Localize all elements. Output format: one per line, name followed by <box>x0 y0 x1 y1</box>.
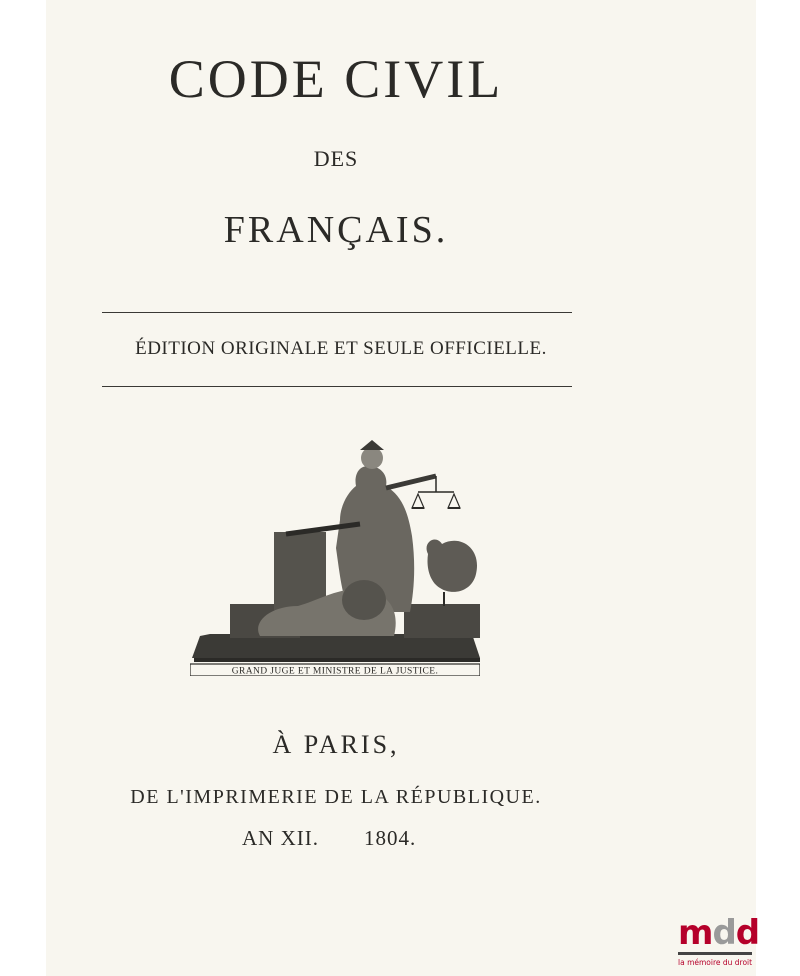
edition-statement: ÉDITION ORIGINALE ET SEULE OFFICIELLE. <box>135 338 547 359</box>
justice-engraving-icon <box>190 436 480 676</box>
logo-letter-d: d <box>735 913 760 953</box>
logo-letter-m: m <box>678 913 713 953</box>
vignette-caption: GRAND JUGE ET MINISTRE DE LA JUSTICE. <box>231 666 439 676</box>
title-connector: DES <box>313 146 359 171</box>
logo-letter-d-gray: d <box>712 913 736 953</box>
justice-vignette <box>190 436 480 676</box>
revolutionary-year: AN XII. <box>242 826 319 850</box>
logo-tagline: la mémoire du droit <box>678 958 753 967</box>
bottom-rule <box>102 386 572 387</box>
imprint-printer: DE L'IMPRIMERIE DE LA RÉPUBLIQUE. <box>130 786 542 808</box>
title-page <box>46 0 756 976</box>
top-rule <box>102 312 572 313</box>
book-title-second-line: FRANÇAIS. <box>223 209 449 251</box>
publisher-logo <box>678 913 760 972</box>
mdd-logo-icon <box>678 913 760 953</box>
book-title: CODE CIVIL <box>168 49 504 109</box>
imprint-city: À PARIS, <box>272 730 400 759</box>
gregorian-year: 1804. <box>364 826 417 850</box>
